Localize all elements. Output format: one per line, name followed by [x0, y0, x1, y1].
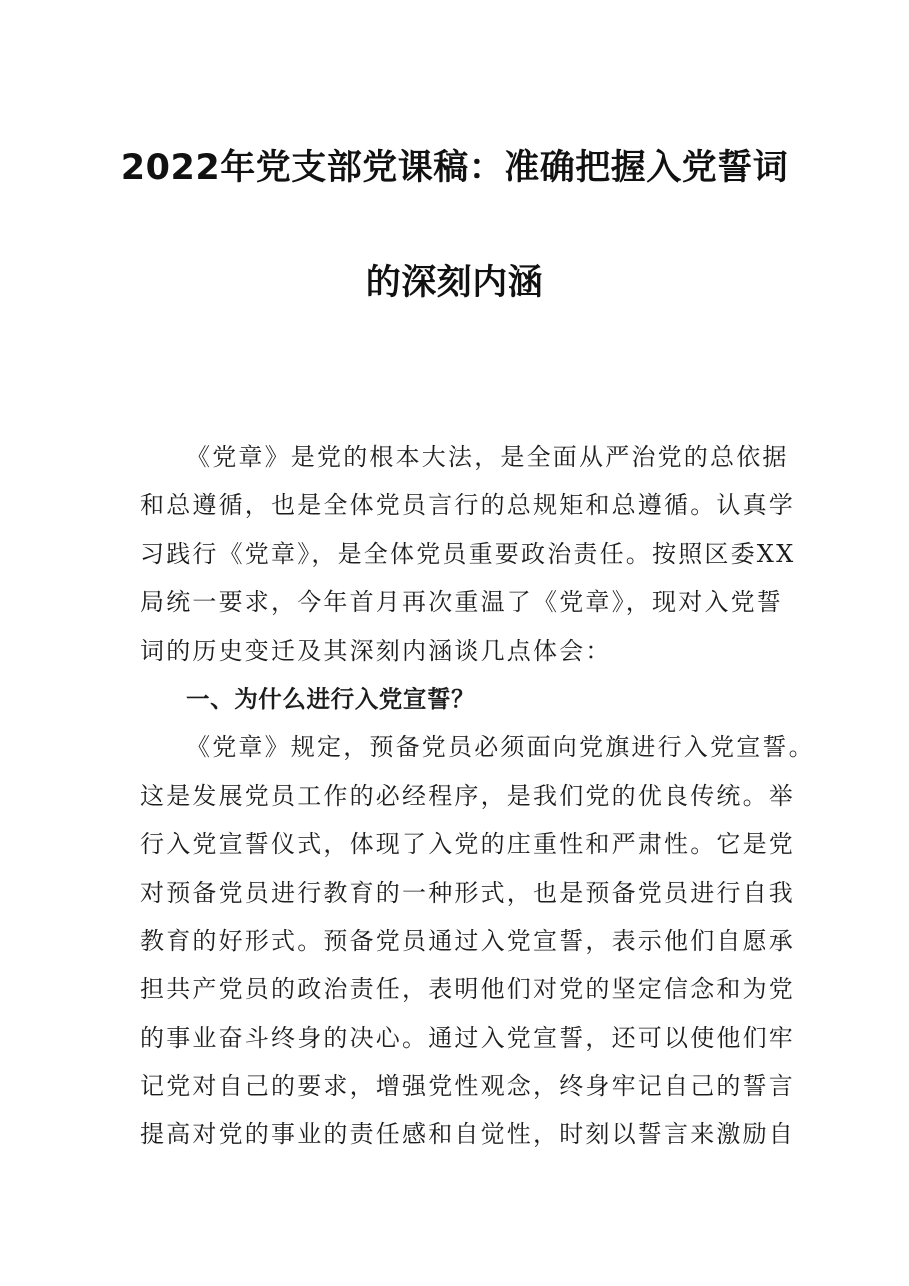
- paragraph-line: 词的历史变迁及其深刻内涵谈几点体会：: [140, 636, 612, 665]
- paragraph-line: 的事业奋斗终身的决心。通过入党宣誓，还可以使他们牢: [140, 1023, 795, 1052]
- paragraph-line: 习践行《党章》，是全体党员重要政治责任。按照区委XX: [140, 539, 796, 568]
- paragraph-line: 这是发展党员工作的必经程序，是我们党的优良传统。举: [140, 781, 795, 810]
- paragraph-line: 《党章》是党的根本大法，是全面从严治党的总依据: [186, 443, 789, 471]
- document-body: [140, 437, 815, 1163]
- paragraph-line: 对预备党员进行教育的一种形式，也是预备党员进行自我: [140, 878, 795, 907]
- paragraph-line: 《党章》规定，预备党员必须面向党旗进行入党宣誓。: [186, 733, 815, 762]
- document-title-line-2: 的深刻内涵: [365, 263, 544, 303]
- document-title-line-1: 2022年党支部党课稿：准确把握入党誓词: [120, 148, 789, 188]
- paragraph-line: 担共产党员的政治责任，表明他们对党的坚定信念和为党: [140, 975, 795, 1004]
- paragraph-line: 提高对党的事业的责任感和自觉性，时刻以誓言来激励自: [140, 1120, 795, 1149]
- section-heading: 一、为什么进行入党宣誓？: [186, 684, 476, 713]
- paragraph-line: 和总遵循，也是全体党员言行的总规矩和总遵循。认真学: [140, 491, 795, 520]
- paragraph-line: 行入党宣誓仪式，体现了入党的庄重性和严肃性。它是党: [140, 830, 795, 859]
- paragraph-line: 教育的好形式。预备党员通过入党宣誓，表示他们自愿承: [140, 926, 795, 955]
- paragraph-line: 记党对自己的要求，增强党性观念，终身牢记自己的誓言: [140, 1072, 795, 1101]
- paragraph-line: 局统一要求，今年首月再次重温了《党章》，现对入党誓: [140, 588, 783, 617]
